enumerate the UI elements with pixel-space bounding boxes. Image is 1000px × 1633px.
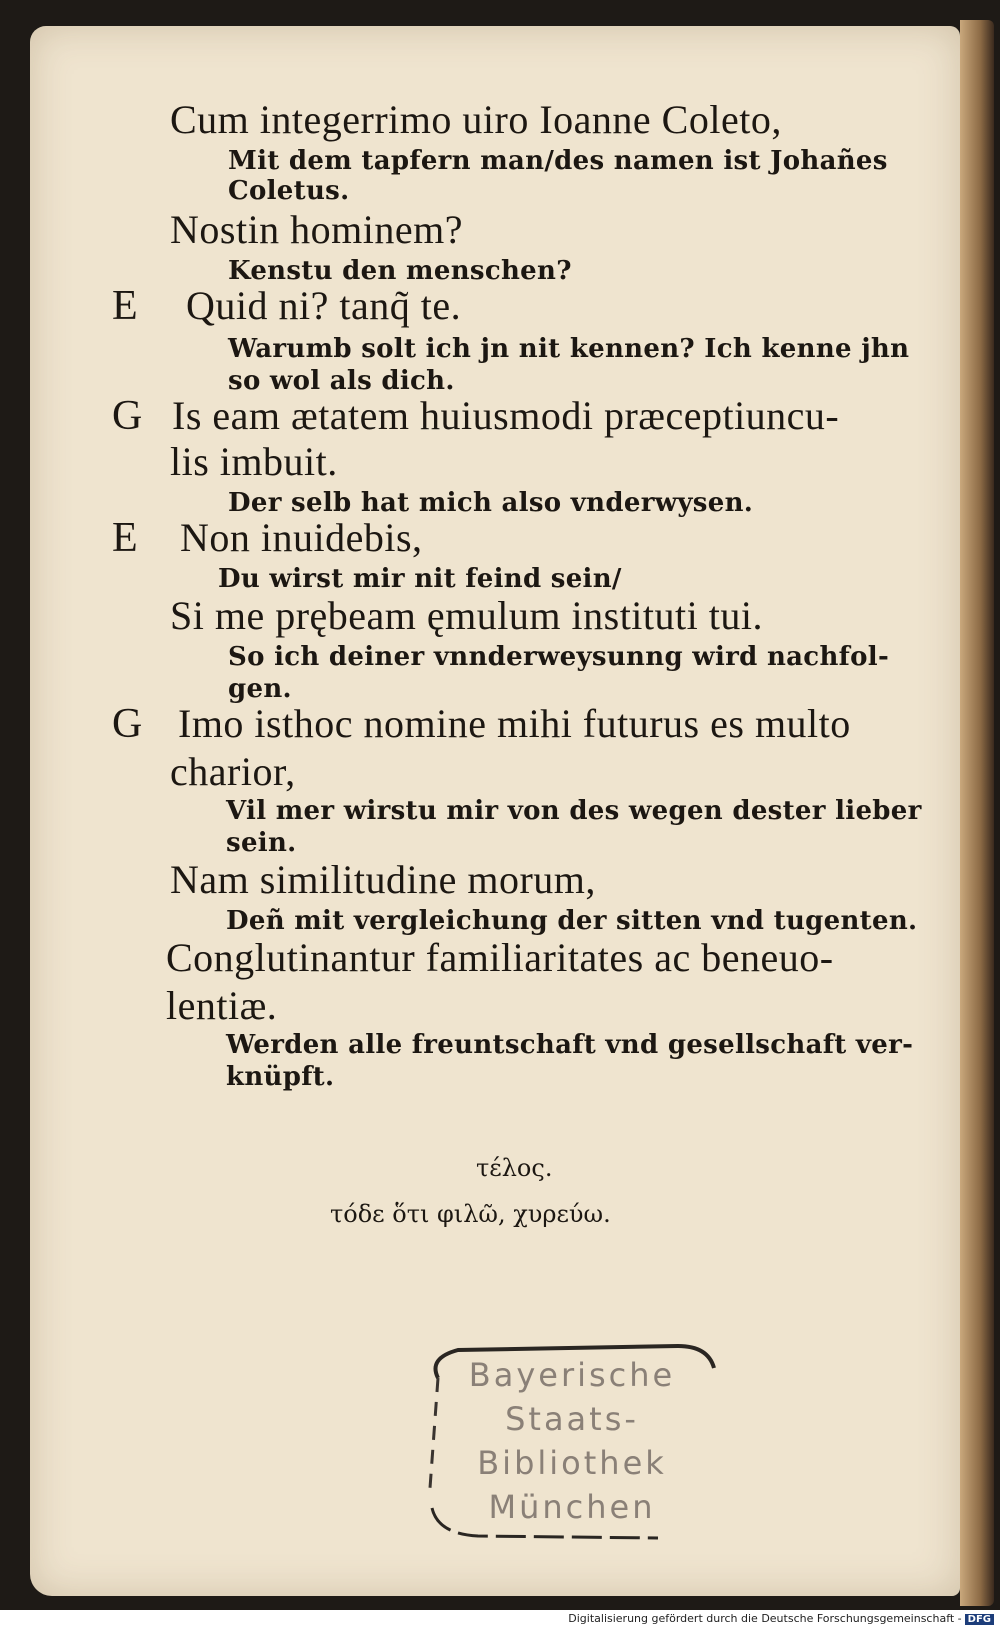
text-line-german: Vil mer wirstu mir von des wegen dester lieber [226, 796, 922, 826]
text-line-german: so wol als dich. [228, 366, 455, 396]
page-edge [960, 20, 994, 1606]
dfg-logo: DFG [965, 1614, 994, 1625]
text-line-german: Deñ mit vergleichung der sitten vnd tugenten. [226, 906, 918, 936]
text-line-latin: Nam similitudine morum, [170, 857, 596, 902]
text-line-latin: Conglutinantur familiaritates ac beneuo- [166, 935, 834, 980]
text-line-german: Der selb hat mich also vnderwysen. [228, 488, 754, 518]
text-line-german: Warumb solt ich jn nit kennen? Ich kenne jhn [228, 334, 910, 364]
stamp-text: München [488, 1488, 656, 1526]
text-line-german: Mit dem tapfern man/des namen ist Johañes [228, 146, 888, 176]
stamp-text: Staats- [505, 1400, 639, 1438]
text-line-german: sein. [226, 828, 297, 858]
speaker-label: E [112, 515, 138, 561]
text-line-german: Coletus. [228, 176, 350, 206]
text-line-german: Du wirst mir nit feind sein/ [218, 564, 622, 594]
text-line-german: Werden alle freuntschaft vnd gesellschaft ver- [226, 1030, 914, 1060]
speaker-label: G [112, 701, 143, 747]
speaker-label: G [112, 393, 143, 439]
text-line-german: knüpft. [226, 1062, 335, 1092]
greek-line: τόδε ὅτι φιλῶ, χυρεύω. [330, 1200, 611, 1228]
footer-text: Digitalisierung gefördert durch die Deutsche Forschungsgemeinschaft - [568, 1612, 962, 1625]
text-line-latin: lis imbuit. [170, 439, 338, 484]
stamp-text: Bayerische [468, 1356, 676, 1394]
library-stamp [418, 1338, 726, 1546]
text-line-latin: lentiæ. [166, 983, 278, 1028]
greek-line: τέλος. [476, 1154, 553, 1182]
text-line-latin: Quid ni? tanq̃ te. [186, 283, 462, 328]
text-line-latin: Cum integerrimo uiro Ioanne Coleto, [170, 97, 782, 142]
stamp-text: Bibliothek [477, 1444, 667, 1482]
text-line-latin: Nostin hominem? [170, 207, 464, 252]
text-line-latin: Si me prębeam ęmulum instituti tui. [170, 593, 763, 638]
digitization-footer [568, 1612, 994, 1625]
text-line-latin: Is eam ætatem huiusmodi præceptiuncu- [172, 393, 840, 438]
text-line-latin: charior, [170, 749, 296, 794]
text-line-german: So ich deiner vnnderweysunng wird nachfol- [228, 642, 890, 672]
text-line-latin: Imo isthoc nomine mihi futurus es multo [178, 701, 851, 746]
text-line-german: Kenstu den menschen? [228, 256, 572, 286]
text-line-german: gen. [228, 674, 292, 704]
text-line-latin: Non inuidebis, [180, 515, 423, 560]
speaker-label: E [112, 283, 138, 329]
